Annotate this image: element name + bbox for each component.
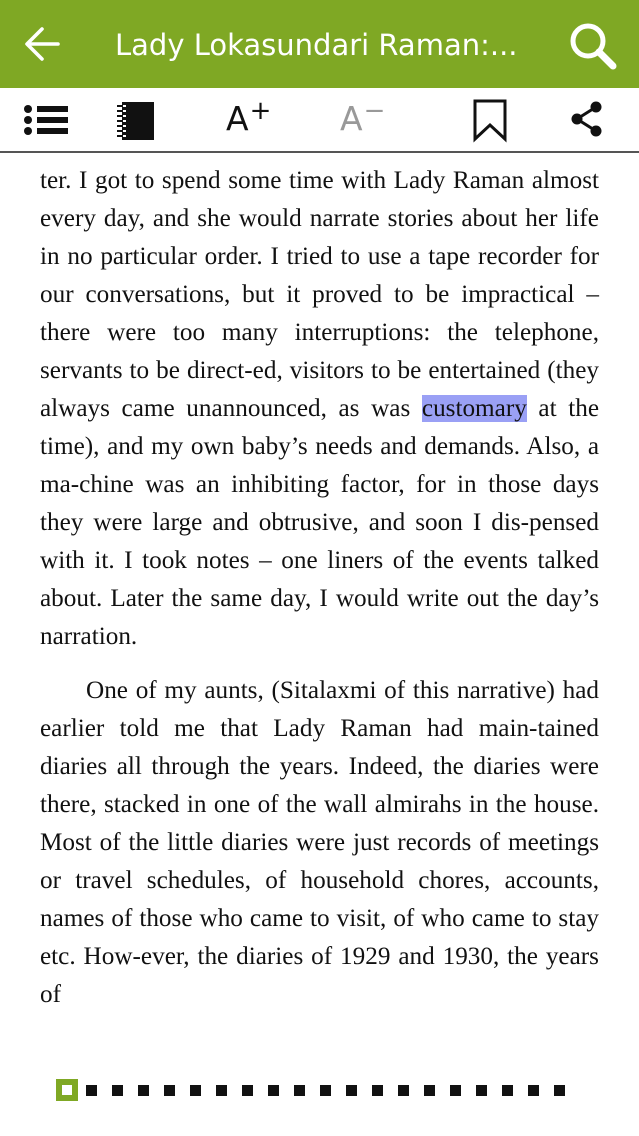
book-title: Lady Lokasundari Raman:... <box>115 28 518 62</box>
page-indicator-dot[interactable] <box>216 1085 227 1096</box>
page-indicator-dot[interactable] <box>112 1085 123 1096</box>
paragraph-text: ter. I got to spend some time with Lady Raman almost every day, and she would narrate stories about her life in no particular order. I tried to use a tape recorder for our conversations, but it proved to be impractical – there were too many interruptions: the telephone, servants to be direct-ed, visitors to be entertained (they always came unannounced, as was <box>40 167 599 422</box>
table-of-contents-button[interactable] <box>20 94 72 144</box>
font-increase-letter: A <box>226 99 249 138</box>
minus-icon: − <box>363 96 386 126</box>
search-button[interactable] <box>564 18 620 74</box>
search-icon <box>564 18 620 74</box>
current-page-marker <box>62 1085 72 1095</box>
page-indicator <box>56 1075 596 1105</box>
list-icon <box>20 94 72 144</box>
share-icon <box>568 94 606 144</box>
page-indicator-dot[interactable] <box>398 1085 409 1096</box>
book-page-text[interactable] <box>40 162 599 1014</box>
page-indicator-dot[interactable] <box>268 1085 279 1096</box>
page-indicator-dot[interactable] <box>346 1085 357 1096</box>
app-bar <box>0 0 639 88</box>
page-indicator-dot[interactable] <box>86 1085 97 1096</box>
page-indicator-current[interactable] <box>56 1079 78 1101</box>
notes-button[interactable] <box>114 94 158 144</box>
page-indicator-dot[interactable] <box>476 1085 487 1096</box>
font-decrease-button[interactable] <box>340 94 396 144</box>
paragraph: One of my aunts, (Sitalaxmi of this narrative) had earlier told me that Lady Raman had main-tained diaries all through the years. Indeed, the diaries were there, stacked in one of the wall almirahs in the house. Most of the little diaries were just records of meetings or travel schedules, of household chores, accounts, names of those who came to visit, of who came to stay etc. How-ever, the diaries of 1929 and 1930, the years of <box>40 677 599 1008</box>
page-indicator-dot[interactable] <box>320 1085 331 1096</box>
page-indicator-dot[interactable] <box>164 1085 175 1096</box>
page-indicator-dot[interactable] <box>242 1085 253 1096</box>
notebook-icon <box>114 94 158 144</box>
page-indicator-dot[interactable] <box>502 1085 513 1096</box>
bookmark-icon <box>470 94 510 144</box>
page-indicator-dot[interactable] <box>528 1085 539 1096</box>
share-button[interactable] <box>568 94 606 144</box>
back-button[interactable] <box>18 18 70 70</box>
bookmark-button[interactable] <box>470 94 510 144</box>
plus-icon: + <box>249 96 272 126</box>
page-indicator-dot[interactable] <box>424 1085 435 1096</box>
font-increase-button[interactable] <box>226 94 282 144</box>
page-indicator-dot[interactable] <box>138 1085 149 1096</box>
page-indicator-dot[interactable] <box>190 1085 201 1096</box>
page-indicator-dot[interactable] <box>450 1085 461 1096</box>
paragraph <box>40 162 599 656</box>
page-indicator-dot[interactable] <box>554 1085 565 1096</box>
reader-toolbar <box>0 88 639 153</box>
paragraph-text: at the time), and my own baby’s needs and demands. Also, a ma-chine was an inhibiting factor, for in those days they were large and obtrusive, and soon I dis-pensed with it. I took notes – one liners of the events talked about. Later the same day, I would write out the day’s narration. <box>40 395 599 650</box>
font-decrease-letter: A <box>340 99 363 138</box>
page-indicator-dot[interactable] <box>372 1085 383 1096</box>
highlighted-word[interactable]: customary <box>421 395 527 422</box>
page-indicator-dot[interactable] <box>294 1085 305 1096</box>
arrow-left-icon <box>18 18 70 70</box>
